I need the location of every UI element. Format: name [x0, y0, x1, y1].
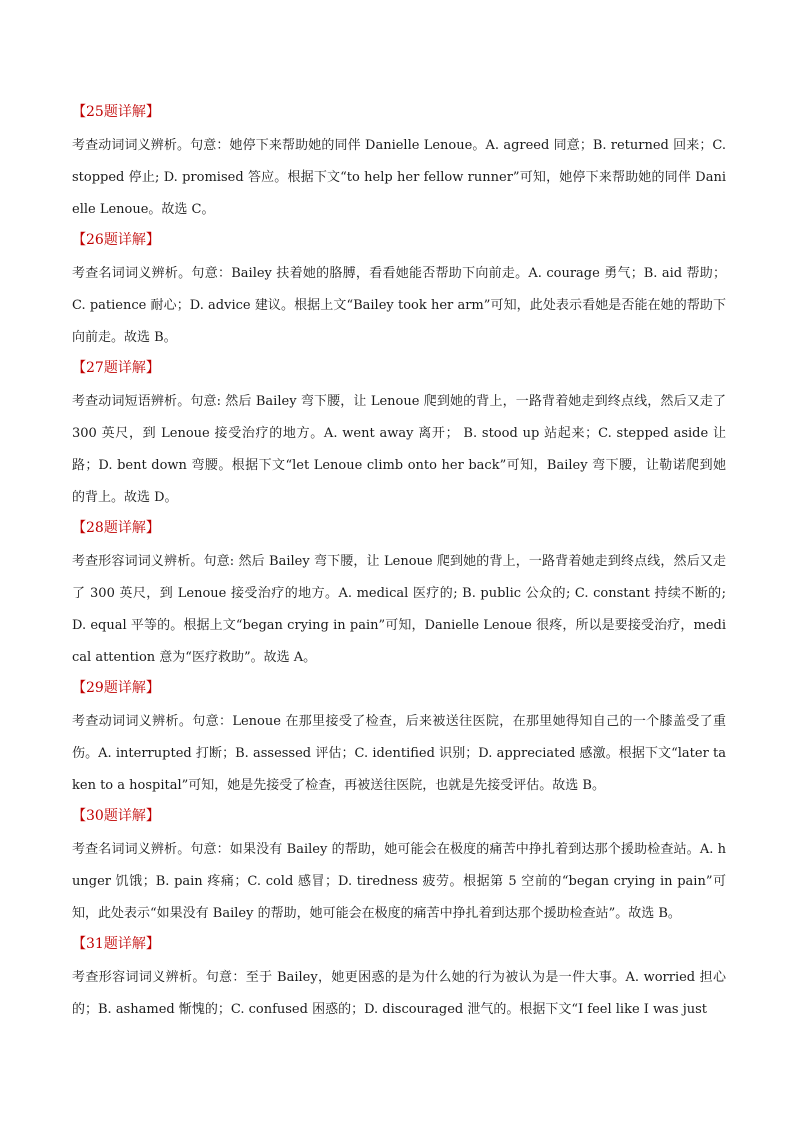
explanation-25	[72, 98, 726, 226]
section-body: 考查名词词义辨析。句意：如果没有 Bailey 的帮助，她可能会在极度的痛苦中挣扎着到达那个援助检查站。A. hunger 饥饿；B. pain 疼痛；C. cold 感冒；D. tiredness 疲劳。根据第 5 空前的“began crying in pain”可知，此处表示“如果没有 Bailey 的帮助，她可能会在极度的痛苦中挣扎着到达那个援助检查站”。故选 B。	[72, 842, 726, 921]
section-heading: 【26题详解】	[72, 232, 160, 248]
explanation-31	[72, 930, 726, 1026]
section-body: 考查形容词词义辨析。句意：至于 Bailey，她更困惑的是为什么她的行为被认为是一件大事。A. worried 担心的；B. ashamed 惭愧的；C. confused 困惑的；D. discouraged 泄气的。根据下文“I feel like I was just	[72, 970, 726, 1017]
section-heading: 【28题详解】	[72, 520, 160, 536]
section-heading: 【29题详解】	[72, 680, 160, 696]
explanation-27	[72, 354, 726, 514]
section-heading: 【27题详解】	[72, 360, 160, 376]
explanation-30	[72, 802, 726, 930]
section-heading: 【31题详解】	[72, 936, 160, 952]
explanation-29	[72, 674, 726, 802]
section-heading: 【25题详解】	[72, 104, 160, 120]
section-body: 考查动词词义辨析。句意：Lenoue 在那里接受了检查，后来被送往医院，在那里她得知自己的一个膝盖受了重伤。A. interrupted 打断；B. assessed 评估；C. identified 识别；D. appreciated 感激。根据下文“later taken to a hospital”可知，她是先接受了检查，再被送往医院，也就是先接受评估。故选 B。	[72, 714, 726, 793]
section-body: 考查动词短语辨析。句意: 然后 Bailey 弯下腰，让 Lenoue 爬到她的背上，一路背着她走到终点线，然后又走了 300 英尺，到 Lenoue 接受治疗的地方。A. went away 离开； B. stood up 站起来；C. stepped aside 让路；D. bent down 弯腰。根据下文“let Lenoue climb onto her back”可知，Bailey 弯下腰，让勒诺爬到她的背上。故选 D。	[72, 394, 726, 505]
section-body: 考查形容词词义辨析。句意: 然后 Bailey 弯下腰，让 Lenoue 爬到她的背上，一路背着她走到终点线，然后又走了 300 英尺，到 Lenoue 接受治疗的地方。A. medical 医疗的; B. public 公众的; C. constant 持续不断的; D. equal 平等的。根据上文“began crying in pain”可知，Danielle Lenoue 很疼，所以是要接受治疗，medical attention 意为“医疗救助”。故选 A。	[72, 554, 726, 665]
explanation-26	[72, 226, 726, 354]
explanation-28	[72, 514, 726, 674]
answer-explanations	[72, 98, 726, 1026]
section-body: 考查名词词义辨析。句意：Bailey 扶着她的胳膊，看看她能否帮助下向前走。A. courage 勇气；B. aid 帮助；C. patience 耐心；D. advice 建议。根据上文“Bailey took her arm”可知，此处表示看她是否能在她的帮助下向前走。故选 B。	[72, 266, 726, 345]
section-body: 考查动词词义辨析。句意：她停下来帮助她的同伴 Danielle Lenoue。A. agreed 同意；B. returned 回来；C. stopped 停止; D. promised 答应。根据下文“to help her fellow runner”可知，她停下来帮助她的同伴 Danielle Lenoue。故选 C。	[72, 138, 726, 217]
section-heading: 【30题详解】	[72, 808, 160, 824]
